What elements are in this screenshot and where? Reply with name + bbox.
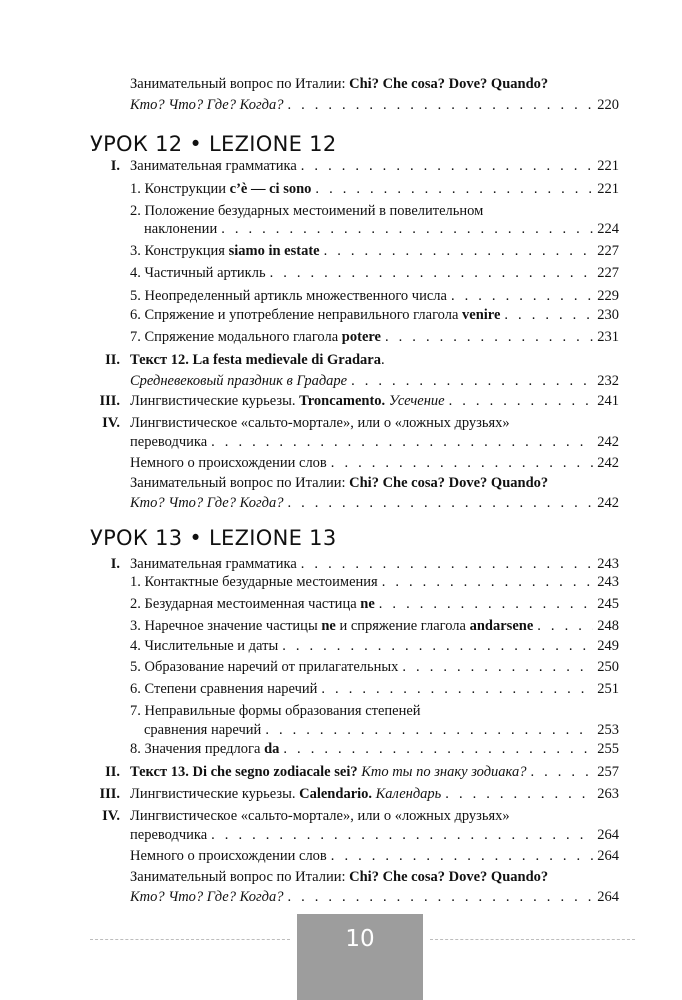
dot-leader (282, 635, 593, 657)
dot-leader (315, 178, 593, 200)
toc-entry: Немного о происхождении слов . . . 264 (0, 845, 682, 867)
toc-entry: 7. Неправильные формы образования степеней (130, 703, 421, 719)
dot-leader (449, 390, 594, 412)
toc-section: III. Лингвистические курьезы. Troncamento. Усечение . . . 241 (0, 390, 682, 412)
toc-entry: 4. Числительные и даты . . . 249 (0, 635, 682, 657)
page-number: 242 (597, 495, 619, 511)
lesson-heading: УРОК 13 • LEZIONE 13 (90, 526, 337, 550)
toc-entry: 2. Положение безударных местоимений в повелительном (130, 203, 484, 219)
section-number: I. (110, 556, 120, 572)
entry-label: Занимательный вопрос по Италии: Chi? Che cosa? Dove? Quando? (130, 76, 549, 92)
section-number: II. (105, 764, 120, 780)
toc-entry: сравнения наречий . . . 253 (0, 719, 682, 741)
page-number: 264 (597, 848, 619, 864)
page-number: 242 (597, 434, 619, 450)
dot-leader (287, 94, 593, 116)
dot-leader (331, 845, 593, 867)
section-number: I. (110, 158, 120, 174)
page-number: 230 (597, 307, 619, 323)
page-number: 245 (597, 596, 619, 612)
dot-leader (351, 370, 593, 392)
dot-leader (379, 593, 593, 615)
toc-entry: 2. Безударная местоименная частица ne . . . 245 (0, 593, 682, 615)
lesson-heading: УРОК 12 • LEZIONE 12 (90, 132, 337, 156)
page-number: 263 (597, 786, 619, 802)
toc-section: III. Лингвистические курьезы. Calendario. Календарь . . . 263 (0, 783, 682, 805)
toc-entry: 7. Спряжение модального глагола potere . . . 231 (0, 326, 682, 348)
toc-section: IV. Лингвистическое «сальто-мортале», или о «ложных друзьях» (0, 412, 682, 434)
page-number: 253 (597, 722, 619, 738)
dot-leader (530, 761, 593, 783)
toc-entry: 4. Частичный артикль . . . 227 (0, 262, 682, 284)
page-number: 251 (597, 681, 619, 697)
toc-entry: 3. Конструкция siamo in estate . . . 227 (0, 240, 682, 262)
toc-section: II. Текст 13. Di che segno zodiacale sei? Кто ты по знаку зодиака? . . . 257 (0, 761, 682, 783)
dot-leader (287, 886, 593, 908)
dot-leader (537, 615, 593, 637)
toc-entry: 3. Наречное значение частицы ne и спряжение глагола andarsene . . . 248 (0, 615, 682, 637)
toc-entry: переводчика . . . 242 (0, 431, 682, 453)
page-number: 250 (597, 659, 619, 675)
dot-leader (324, 240, 594, 262)
page-number: 221 (597, 158, 619, 174)
toc-section: II. Текст 12. La festa medievale di Gradara. (0, 349, 682, 371)
page-number: 224 (597, 221, 619, 237)
page-number: 220 (597, 97, 619, 113)
toc-entry: Занимательный вопрос по Италии: Chi? Che cosa? Dove? Quando? (130, 869, 549, 885)
page-number: 249 (597, 638, 619, 654)
page-number: 248 (597, 618, 619, 634)
page-number: 241 (597, 393, 619, 409)
dot-leader (504, 304, 593, 326)
section-number: III. (99, 786, 120, 802)
toc-entry: Занимательный вопрос по Италии: Chi? Che cosa? Dove? Quando? (130, 475, 549, 491)
footer-page-number: 10 (345, 926, 375, 952)
footer-dashed-line-right (430, 939, 635, 940)
toc-entry (0, 73, 682, 95)
toc-entry: 6. Спряжение и употребление неправильного глагола venire . . . 230 (0, 304, 682, 326)
toc-section: I. Занимательная грамматика . . . 243 (0, 553, 682, 575)
page-number: 227 (597, 243, 619, 259)
toc-entry: Кто? Что? Где? Когда? . . . 242 (0, 492, 682, 514)
toc-entry: переводчика . . . 264 (0, 824, 682, 846)
dot-leader (211, 431, 593, 453)
toc-entry: 8. Значения предлога da . . . 255 (0, 738, 682, 760)
dot-leader (382, 571, 594, 593)
page-number: 264 (597, 827, 619, 843)
dot-leader (331, 452, 593, 474)
page-number: 232 (597, 373, 619, 389)
toc-entry: Средневековый праздник в Градаре . . . 232 (0, 370, 682, 392)
page-number: 255 (597, 741, 619, 757)
page-number: 243 (597, 574, 619, 590)
dot-leader (283, 738, 593, 760)
page-number: 264 (597, 889, 619, 905)
page-number: 242 (597, 455, 619, 471)
page-number: 257 (597, 764, 619, 780)
toc-entry: 1. Контактные безударные местоимения . . . 243 (0, 571, 682, 593)
page-number-tab (297, 914, 423, 1000)
dot-leader (301, 155, 593, 177)
footer-dashed-line-left (90, 939, 290, 940)
section-number: IV. (102, 415, 120, 431)
toc-section: IV. Лингвистическое «сальто-мортале», или о «ложных друзьях» (0, 805, 682, 827)
toc-entry: 6. Степени сравнения наречий . . . 251 (0, 678, 682, 700)
dot-leader (402, 656, 593, 678)
page-number: 243 (597, 556, 619, 572)
dot-leader (321, 678, 593, 700)
toc-entry: 5. Образование наречий от прилагательных . . . 250 (0, 656, 682, 678)
toc-entry: 5. Неопределенный артикль множественного числа . . . 229 (0, 285, 682, 307)
section-number: IV. (102, 808, 120, 824)
dot-leader (445, 783, 593, 805)
dot-leader (385, 326, 593, 348)
section-number: III. (99, 393, 120, 409)
toc-entry: Немного о происхождении слов . . . 242 (0, 452, 682, 474)
page-number: 221 (597, 181, 619, 197)
dot-leader (211, 824, 593, 846)
page-number: 231 (597, 329, 619, 345)
page-number: 227 (597, 265, 619, 281)
toc-entry: наклонении . . . 224 (0, 218, 682, 240)
toc-section: I. Занимательная грамматика . . . 221 (0, 155, 682, 177)
dot-leader (287, 492, 593, 514)
toc-entry: Кто? Что? Где? Когда? . . . 220 (0, 94, 682, 116)
toc-entry: 1. Конструкции c’è — ci sono . . . 221 (0, 178, 682, 200)
page-number: 229 (597, 288, 619, 304)
section-number: II. (105, 352, 120, 368)
toc-entry: Кто? Что? Где? Когда? . . . 264 (0, 886, 682, 908)
dot-leader (221, 218, 593, 240)
dot-leader (270, 262, 594, 284)
